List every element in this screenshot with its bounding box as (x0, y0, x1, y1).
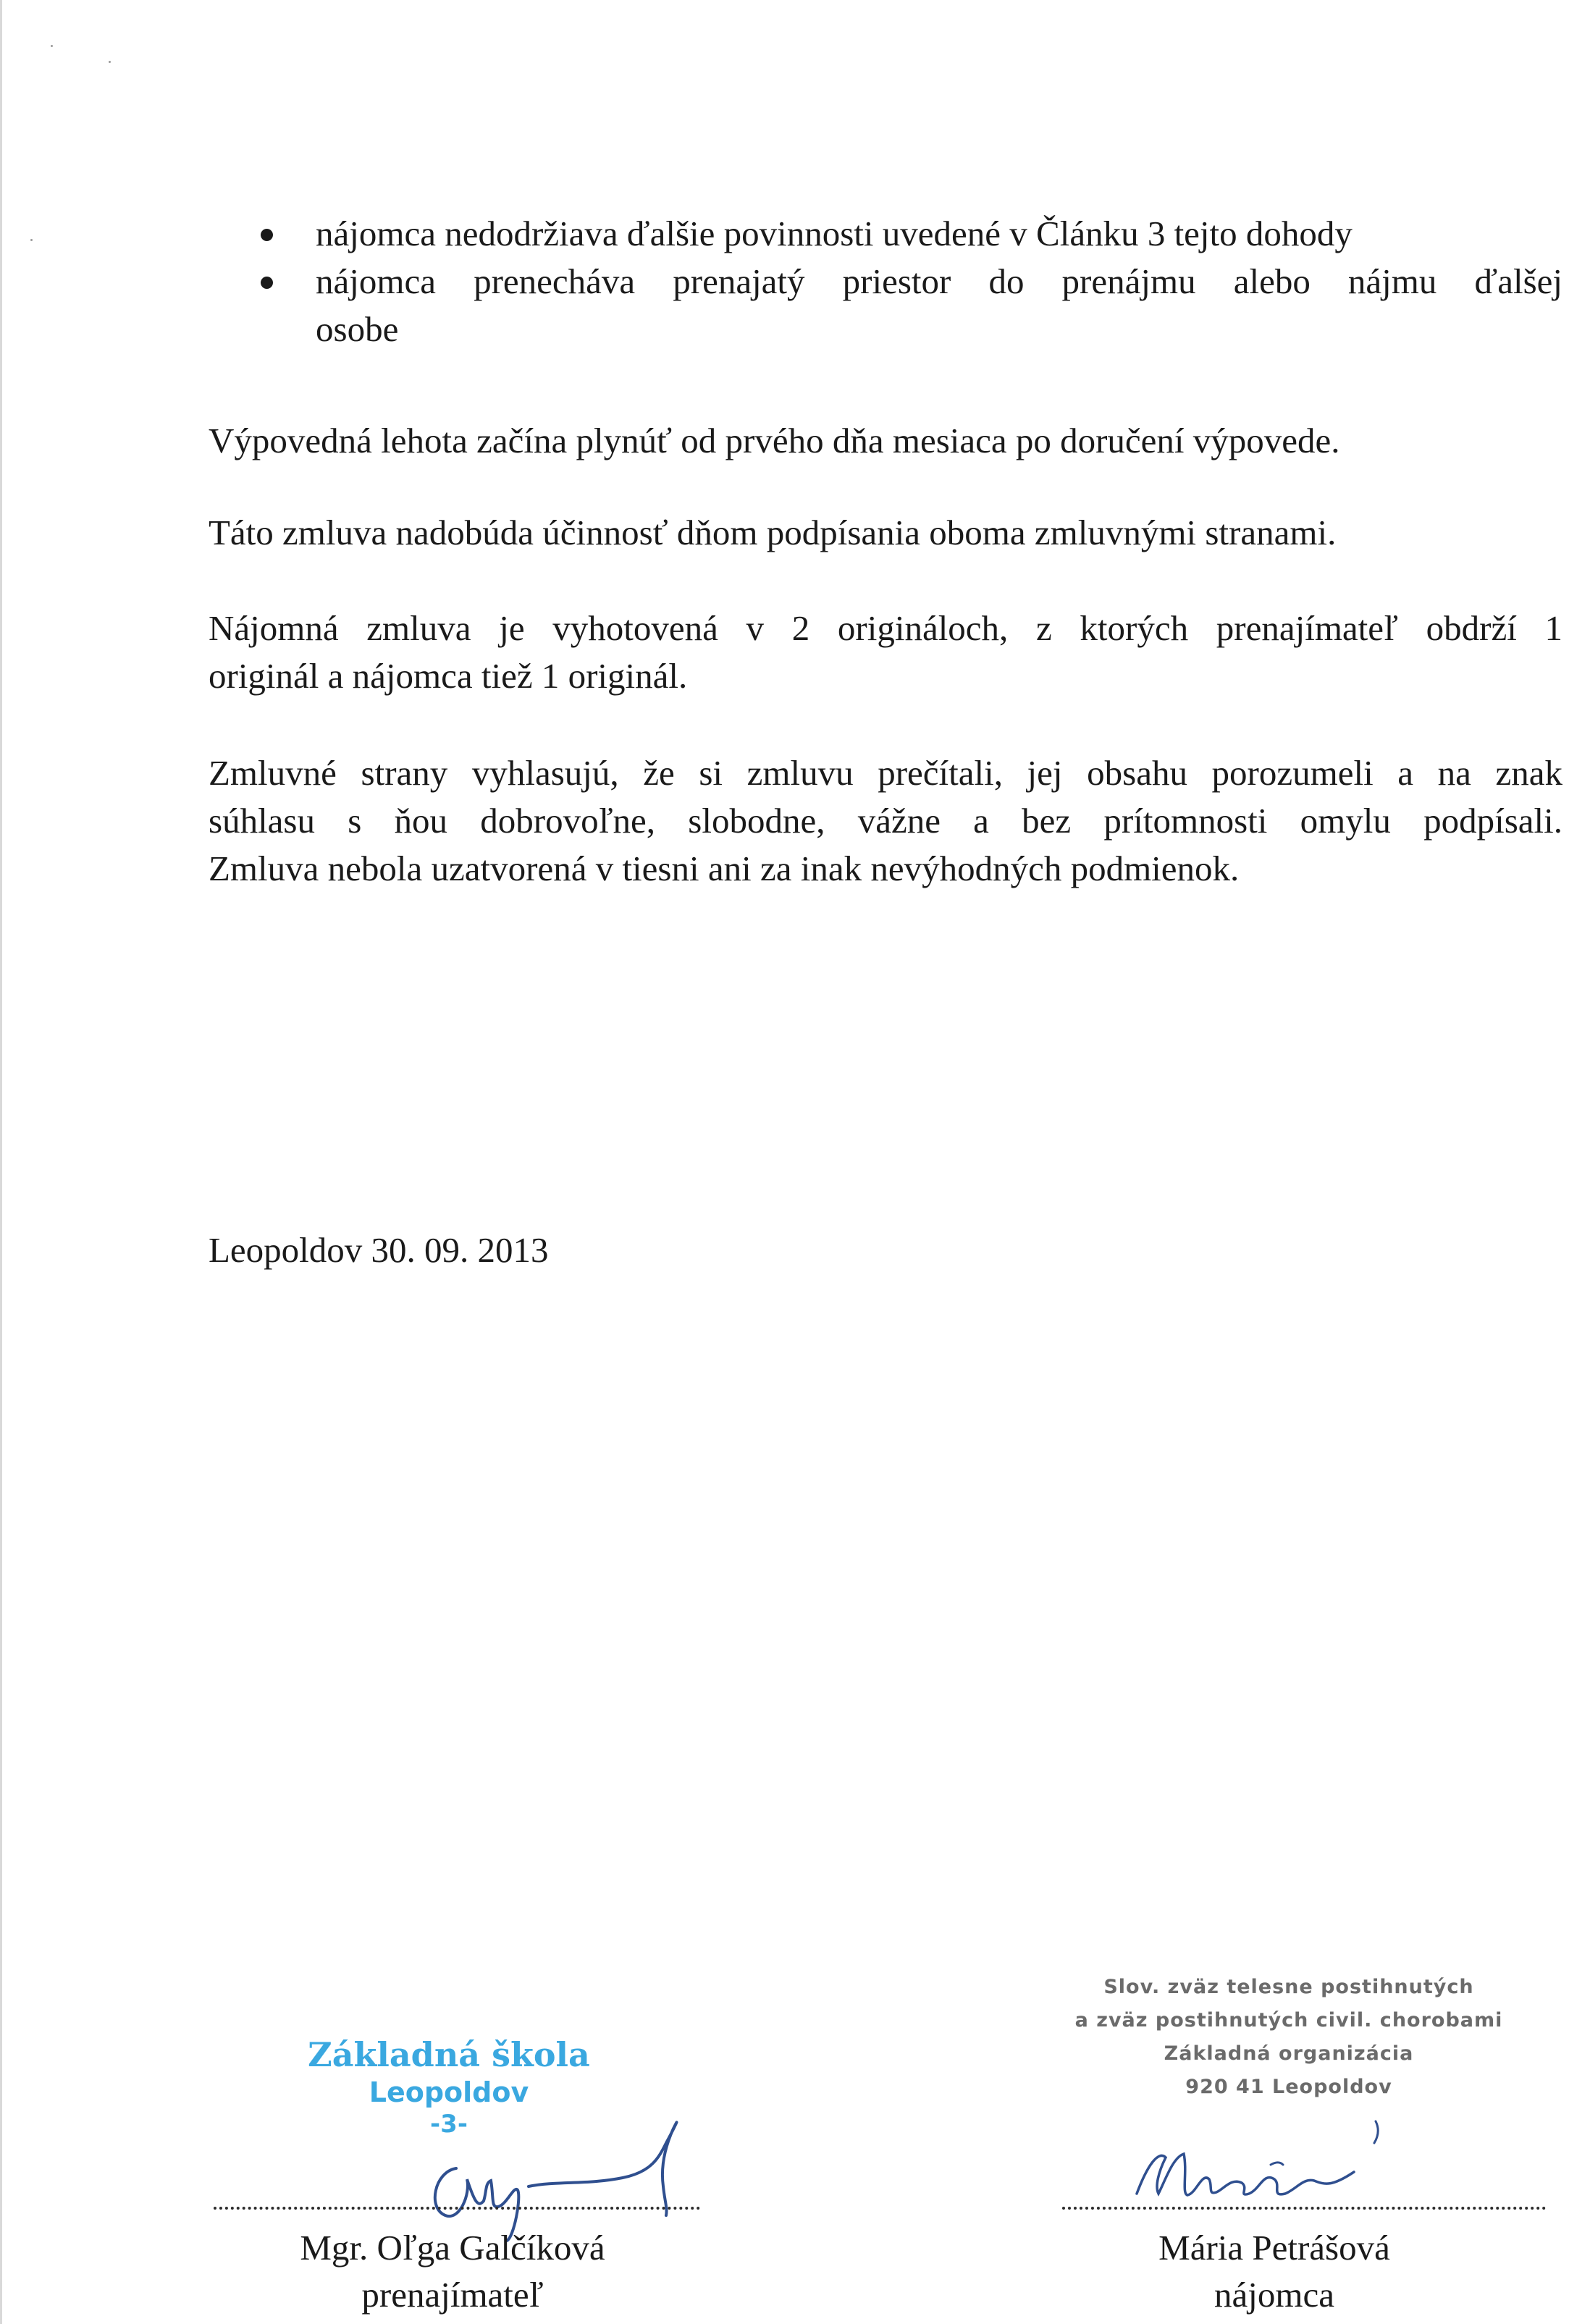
paragraph-declaration (209, 749, 1562, 893)
association-stamp (1028, 1971, 1549, 2104)
stamp-line: Leopoldov (369, 2076, 529, 2108)
place-and-date: Leopoldov 30. 09. 2013 (209, 1230, 549, 1270)
signature-line-left (214, 2207, 700, 2210)
stamp-line: Základná organizácia (1164, 2042, 1414, 2065)
bullet-icon (261, 277, 273, 289)
stamp-line: -3- (430, 2110, 468, 2139)
list-item (209, 210, 1562, 258)
scan-edge (0, 0, 2, 2324)
list-item-text: nájomca nedodržiava ďalšie povinnosti uvedené v Článku 3 tejto dohody (316, 214, 1353, 253)
stamp-line: Základná škola (308, 2035, 590, 2074)
paragraph-line: súhlasu s ňou dobrovoľne, slobodne, vážne a bez prítomnosti omylu podpísali. (209, 801, 1562, 841)
stamp-line: Slov. zväz telesne postihnutých (1103, 1976, 1474, 1998)
signatory-name-right: Mária Petrášová (1158, 2228, 1390, 2268)
scan-speck (109, 61, 111, 63)
list-item (209, 258, 1562, 353)
signatory-role-right: nájomca (1214, 2275, 1334, 2315)
scan-speck (30, 239, 33, 241)
paragraph-copies (209, 605, 1562, 700)
paragraph-line: Zmluvné strany vyhlasujú, že si zmluvu prečítali, jej obsahu porozumeli a na znak (209, 753, 1562, 793)
list-item-text-line: osobe (316, 309, 399, 349)
paragraph-notice-period (209, 417, 1562, 465)
signature-line-right (1062, 2207, 1546, 2210)
list-item-text-line: nájomca prenecháva prenajatý priestor do prenájmu alebo nájmu ďalšej (316, 261, 1562, 301)
signature-left (405, 2100, 710, 2244)
list-item-text (316, 258, 1562, 353)
paragraph-line: Výpovedná lehota začína plynúť od prvého dňa mesiaca po doručení výpovede. (209, 421, 1340, 460)
scan-speck (51, 45, 53, 47)
paragraph-line: Zmluva nebola uzatvorená v tiesni ani za inak nevýhodných podmienok. (209, 849, 1240, 888)
paragraph-line: originál a nájomca tiež 1 originál. (209, 656, 688, 696)
signatory-name-left: Mgr. Oľga Galčíková (300, 2228, 605, 2268)
signature-right (1115, 2114, 1419, 2215)
stamp-line: 920 41 Leopoldov (1185, 2076, 1392, 2098)
termination-conditions-list (209, 210, 1562, 353)
signatory-role-left: prenajímateľ (361, 2275, 544, 2315)
paragraph-effectiveness (209, 509, 1562, 557)
paragraph-line: Táto zmluva nadobúda účinnosť dňom podpísania oboma zmluvnými stranami. (209, 513, 1337, 552)
bullet-icon (261, 229, 273, 241)
stamp-line: a zväz postihnutých civil. chorobami (1074, 2009, 1503, 2032)
paragraph-line: Nájomná zmluva je vyhotovená v 2 origináloch, z ktorých prenajímateľ obdrží 1 (209, 608, 1562, 648)
